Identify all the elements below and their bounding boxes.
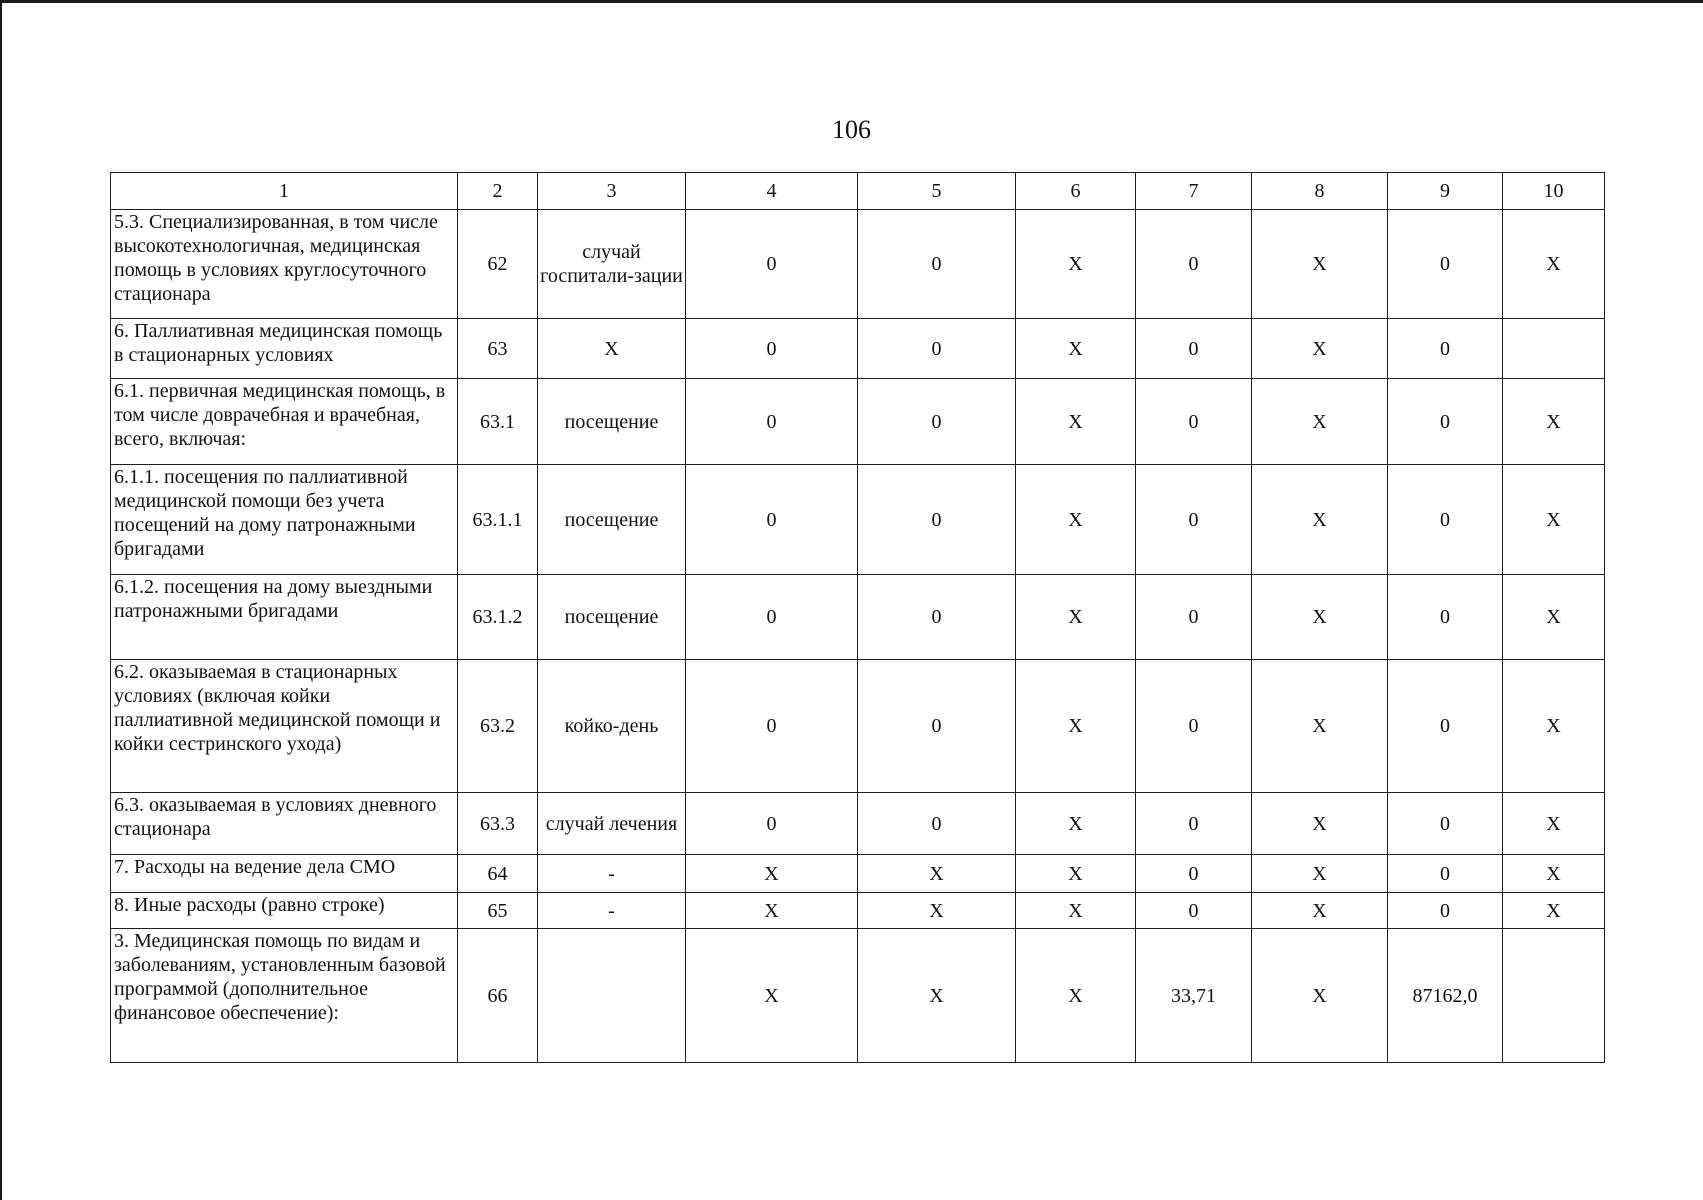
table-cell: койко-день	[538, 660, 686, 793]
header-cell: 5	[858, 173, 1016, 210]
table-cell: Х	[1503, 210, 1605, 319]
row-name-cell: 8. Иные расходы (равно строке)	[111, 893, 458, 929]
table-cell: 65	[458, 893, 538, 929]
table-cell: случай лечения	[538, 793, 686, 855]
table-cell: Х	[1252, 793, 1388, 855]
table-cell: Х	[1503, 575, 1605, 660]
table-cell: Х	[1016, 855, 1136, 893]
table-cell: случай госпитали-зации	[538, 210, 686, 319]
table-cell: Х	[1503, 379, 1605, 465]
table-cell: Х	[686, 893, 858, 929]
header-cell: 10	[1503, 173, 1605, 210]
table-cell	[538, 929, 686, 1063]
table-cell: 0	[1388, 893, 1503, 929]
table-cell: Х	[1016, 660, 1136, 793]
table-row	[111, 893, 1605, 929]
table-cell: 0	[1136, 855, 1252, 893]
table-cell: 0	[1388, 575, 1503, 660]
header-cell: 6	[1016, 173, 1136, 210]
scan-border-left	[0, 0, 2, 1200]
table-cell: 63.2	[458, 660, 538, 793]
data-table	[110, 172, 1605, 1063]
row-name-cell: 3. Медицинская помощь по видам и заболеваниям, установленным базовой программой (дополнительное финансовое обеспечение):	[111, 929, 458, 1063]
table-cell: 0	[686, 379, 858, 465]
row-name-cell: 6.1.1. посещения по паллиативной медицинской помощи без учета посещений на дому патронажными бригадами	[111, 465, 458, 575]
table-cell: Х	[858, 929, 1016, 1063]
row-name-cell: 6.1.2. посещения на дому выездными патронажными бригадами	[111, 575, 458, 660]
table-cell: 0	[1388, 319, 1503, 379]
table-cell: 66	[458, 929, 538, 1063]
table-cell: Х	[1252, 379, 1388, 465]
table-row	[111, 319, 1605, 379]
header-row	[111, 173, 1605, 210]
table-cell: -	[538, 855, 686, 893]
row-name-cell: 6.2. оказываемая в стационарных условиях (включая койки паллиативной медицинской помощи и койки сестринского ухода)	[111, 660, 458, 793]
table-cell: Х	[1016, 575, 1136, 660]
table-cell: 63.3	[458, 793, 538, 855]
table-cell: 62	[458, 210, 538, 319]
table-cell: 0	[1136, 575, 1252, 660]
page-number: 106	[832, 115, 871, 144]
table-row	[111, 210, 1605, 319]
table-cell	[1503, 319, 1605, 379]
table-cell: Х	[1252, 929, 1388, 1063]
header-cell: 4	[686, 173, 858, 210]
table-cell: 0	[1136, 319, 1252, 379]
table-cell: 0	[858, 575, 1016, 660]
table-cell: 63	[458, 319, 538, 379]
table-cell: Х	[858, 855, 1016, 893]
table-cell: 0	[858, 793, 1016, 855]
table-row	[111, 465, 1605, 575]
table-cell: Х	[686, 855, 858, 893]
row-name-cell: 6.1. первичная медицинская помощь, в том числе доврачебная и врачебная, всего, включая:	[111, 379, 458, 465]
table-row	[111, 929, 1605, 1063]
table-cell: 63.1.2	[458, 575, 538, 660]
table-cell: Х	[1016, 793, 1136, 855]
table-cell: 0	[686, 660, 858, 793]
table-cell: 0	[858, 660, 1016, 793]
table-cell: 0	[686, 465, 858, 575]
row-name-cell: 7. Расходы на ведение дела СМО	[111, 855, 458, 893]
table-cell: 0	[686, 319, 858, 379]
table-cell: 0	[858, 465, 1016, 575]
table-cell: 64	[458, 855, 538, 893]
table-cell: 0	[1388, 855, 1503, 893]
header-cell: 2	[458, 173, 538, 210]
table-cell: 0	[1136, 793, 1252, 855]
scan-border-top	[0, 0, 1703, 3]
table-cell: Х	[1503, 855, 1605, 893]
table-cell: посещение	[538, 379, 686, 465]
table-cell: Х	[1503, 793, 1605, 855]
table-row	[111, 575, 1605, 660]
table-cell: 0	[1136, 210, 1252, 319]
table-cell: Х	[1252, 575, 1388, 660]
table-cell: 0	[858, 210, 1016, 319]
table-cell: Х	[1503, 893, 1605, 929]
table-cell: 0	[1388, 465, 1503, 575]
header-cell: 7	[1136, 173, 1252, 210]
table-cell: Х	[538, 319, 686, 379]
table-cell: 0	[858, 379, 1016, 465]
table-cell: 0	[686, 575, 858, 660]
table-cell	[1503, 929, 1605, 1063]
table-row	[111, 793, 1605, 855]
table-cell: 63.1	[458, 379, 538, 465]
table-row	[111, 379, 1605, 465]
table-cell: 0	[1388, 379, 1503, 465]
table-cell: 0	[858, 319, 1016, 379]
table-row	[111, 660, 1605, 793]
table-cell: посещение	[538, 575, 686, 660]
table-cell: Х	[1016, 465, 1136, 575]
row-name-cell: 5.3. Специализированная, в том числе высокотехнологичная, медицинская помощь в условиях круглосуточного стационара	[111, 210, 458, 319]
table-cell: 87162,0	[1388, 929, 1503, 1063]
table-cell: Х	[1252, 319, 1388, 379]
table-cell: 0	[686, 210, 858, 319]
row-name-cell: 6.3. оказываемая в условиях дневного стационара	[111, 793, 458, 855]
table-cell: 0	[1388, 210, 1503, 319]
table-cell: Х	[1016, 210, 1136, 319]
table-cell: 63.1.1	[458, 465, 538, 575]
table-cell: 0	[1136, 379, 1252, 465]
row-name-cell: 6. Паллиативная медицинская помощь в стационарных условиях	[111, 319, 458, 379]
table-cell: Х	[1016, 929, 1136, 1063]
table-cell: 0	[686, 793, 858, 855]
table-cell: -	[538, 893, 686, 929]
table-cell: 33,71	[1136, 929, 1252, 1063]
table-cell: Х	[1252, 210, 1388, 319]
header-cell: 3	[538, 173, 686, 210]
header-cell: 8	[1252, 173, 1388, 210]
header-cell: 9	[1388, 173, 1503, 210]
table-cell: Х	[1503, 660, 1605, 793]
table-cell: 0	[1136, 660, 1252, 793]
table-cell: Х	[1016, 893, 1136, 929]
table-cell: Х	[858, 893, 1016, 929]
table-cell: 0	[1388, 660, 1503, 793]
table-cell: 0	[1388, 793, 1503, 855]
table-cell: Х	[686, 929, 858, 1063]
table-cell: 0	[1136, 465, 1252, 575]
table-cell: Х	[1016, 319, 1136, 379]
table-cell: посещение	[538, 465, 686, 575]
table-cell: Х	[1252, 465, 1388, 575]
table-cell: Х	[1252, 660, 1388, 793]
table-row	[111, 855, 1605, 893]
table-cell: Х	[1016, 379, 1136, 465]
table-cell: Х	[1503, 465, 1605, 575]
table-cell: Х	[1252, 893, 1388, 929]
header-cell: 1	[111, 173, 458, 210]
table-cell: 0	[1136, 893, 1252, 929]
table-cell: Х	[1252, 855, 1388, 893]
